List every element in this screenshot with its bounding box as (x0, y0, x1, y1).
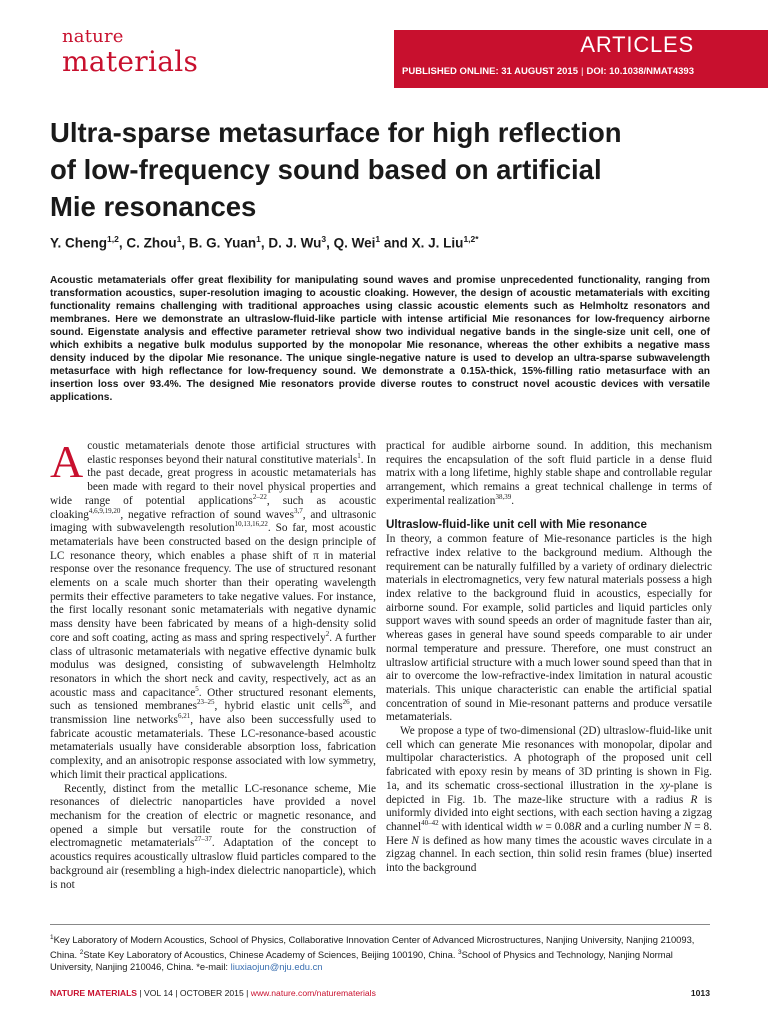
reference-superscript[interactable]: 3,7 (293, 506, 303, 515)
author-name[interactable]: D. J. Wu (268, 235, 322, 251)
text-run: . Adaptation of the concept to acoustics requires acoustically ultraslow fluid particles compared to the background air (resembling a high-index dielectric nanoparticle), which is not (50, 837, 376, 891)
text-run: , have also been successfully used to fabricate acoustic metamaterials. These LC-resonance-based acoustic metamaterials usually have considerable absorption loss, fabrication complexity, and an anisotropic response associated with low symmetry, which limit their practical applications. (50, 714, 377, 781)
author-name[interactable]: X. J. Liu (411, 235, 464, 251)
reference-superscript[interactable]: 5 (195, 684, 199, 693)
doi: DOI: 10.1038/NMAT4393 (586, 66, 694, 77)
reference-superscript[interactable]: 1 (50, 934, 54, 941)
italic-symbol: N (411, 834, 419, 847)
author-name[interactable]: B. G. Yuan (188, 235, 257, 251)
article-title (50, 114, 690, 225)
footnote-divider (50, 924, 710, 925)
text-run: = 8. Here (386, 820, 712, 847)
page-footer (50, 988, 710, 998)
text-run: is defined as how many times the acoustic waves circulate in a zigzag channel. In each section, thin solid resin frames (blue) inserted into the background (386, 834, 712, 875)
reference-superscript[interactable]: 23–25 (197, 698, 215, 707)
text-run: Recently, distinct from the metallic LC-resonance scheme, Mie resonances of dielectric nanoparticles have provided a novel mechanism for the creation of electric or magnetic resonance, and opened a simple but versatile route for the construction of electromagnetic metamaterials (50, 782, 376, 850)
section-label: ARTICLES (580, 32, 694, 57)
reference-superscript[interactable]: 2 (79, 948, 84, 956)
text-run: , such as acoustic cloaking (50, 494, 376, 521)
text-run: . So far, most acoustic metamaterials have been constructed based on the design principle of LC resonance theory, which enables a phase shift of π in material response over the resonance frequency. The use of structured resonant elements on a scale much shorter than their operating wavelength permits their effective parameters to take negative values. For instance, the first locally resonant sonic metamaterials with negative dynamic mass density have been fabricated by means of a high-density solid core and soft coating, acting as mass and spring respectively (50, 522, 377, 644)
logo-line-2: materials (62, 45, 199, 78)
text-run: is uniformly divided into eight sections, with each section having a zigzag channel (386, 793, 713, 833)
affiliation-marker: 1,2 (107, 234, 119, 244)
abstract: Acoustic metamaterials offer great flexibility for manipulating sound waves and promise unprecedented functionality, ranging from transformation acoustics, super-resolution imaging to acoustic cloaking. However, the design of acoustic metamaterials with exciting functionality remains challenging with traditional approaches using classic acoustic elements such as Helmholtz resonators and membranes. Here we demonstrate an ultraslow-fluid-like particle with intense artificial Mie resonances for low-frequency airborne sound. Eigenstate analysis and effective parameter retrieval show two individual negative bands in the single-size unit cell, one of which exhibits a negative bulk modulus supported by the monopolar Mie resonance, whereas the other exhibits a negative mass density induced by the dipolar Mie resonance. The unique single-negative nature is used to develop an ultra-sparse subwavelength metasurface with high reflectance for low-frequency sound. We demonstrate a 0.15λ-thick, 15%-filling ratio metasurface with an insertion loss over 93.4%. The designed Mie resonators provide diverse routes to construct novel acoustic devices with versatile applications. (50, 275, 710, 403)
affiliation-marker: 1 (176, 234, 182, 244)
author-separator: and (380, 235, 412, 251)
text-run: , hybrid elastic unit cells (214, 700, 343, 713)
logo-line-1: nature (62, 26, 124, 47)
journal-link[interactable]: www.nature.com/naturematerials (250, 988, 376, 998)
italic-symbol: R (574, 820, 582, 833)
author-separator: , (326, 235, 334, 251)
reference-superscript[interactable]: 27–37 (194, 835, 212, 844)
text-run: . Other structured resonant elements, such as tensioned membranes (50, 686, 376, 713)
reference-superscript[interactable]: 1 (357, 451, 361, 460)
italic-symbol: xy (659, 779, 671, 792)
reference-superscript[interactable]: 2–22 (252, 493, 267, 502)
reference-superscript[interactable]: 4,6,9,19,20 (88, 506, 121, 515)
author-separator: , (260, 235, 269, 251)
body-column-right (386, 440, 712, 876)
email-link[interactable]: liuxiaojun@nju.edu.cn (230, 961, 323, 973)
reference-superscript[interactable]: 2 (325, 630, 330, 639)
text-run: = 0.08 (542, 820, 575, 833)
italic-symbol: w (534, 820, 543, 833)
footer-volume: | VOL 14 | OCTOBER 2015 | (137, 988, 251, 998)
published-date: PUBLISHED ONLINE: 31 AUGUST 2015 (402, 66, 578, 77)
reference-superscript[interactable]: 38,39 (495, 493, 512, 502)
paragraph (50, 783, 376, 893)
text-run: and a curling number (581, 820, 684, 833)
text-run: School of Physics and Technology, Nanjing Normal University, Nanjing 210046, China. *e-mail: (50, 948, 673, 973)
reference-superscript[interactable]: 26 (342, 698, 350, 707)
author-name[interactable]: C. Zhou (126, 235, 177, 251)
affiliation-marker: 1,2* (463, 234, 479, 244)
paragraph (386, 725, 712, 876)
affiliation-marker: 1 (256, 234, 261, 244)
author-name[interactable]: Q. Wei (333, 235, 376, 251)
page-number: 1013 (690, 988, 710, 998)
text-run: We propose a type of two-dimensional (2D) ultraslow-fluid-like unit cell which can generate Mie resonances with monopolar, dipolar and multipolar characteristics. A photograph of the proposed unit cell fabricated with epoxy resin by means of 3D printing is shown in Fig. 1a, and its schematic cross-sectional illustration in the (386, 725, 712, 792)
journal-logo (62, 28, 198, 76)
author-list (50, 234, 690, 251)
text-run: , and ultrasonic imaging with subwavelength resolution (50, 508, 376, 535)
reference-superscript[interactable]: 10,13,16,22 (234, 520, 268, 529)
text-run: State Key Laboratory of Acoustics, Chinese Academy of Sciences, Beijing 100190, China. (83, 948, 459, 960)
affiliation-marker: 1 (375, 234, 381, 244)
footer-journal: NATURE MATERIALS (50, 988, 138, 998)
text-run: coustic metamaterials denote those artificial structures with elastic responses beyond their natural constitutive materials (87, 440, 376, 466)
text-run: , negative refraction of sound waves (120, 508, 294, 521)
paragraph (386, 533, 712, 725)
title-line: Mie resonances (50, 191, 257, 222)
text-run: with identical width (438, 820, 535, 833)
drop-cap: A (50, 436, 84, 487)
text-run: . (511, 494, 515, 507)
italic-symbol: R (690, 793, 698, 806)
reference-superscript[interactable]: 40–42 (421, 819, 439, 828)
publication-info (402, 66, 694, 77)
section-heading: Ultraslow-fluid-like unit cell with Mie resonance (386, 517, 647, 531)
affiliation-marker: 3 (321, 234, 327, 244)
separator: | (580, 66, 584, 77)
paragraph (386, 440, 712, 509)
reference-superscript[interactable]: 3 (458, 948, 462, 956)
author-separator: , (118, 235, 127, 251)
title-line: of low-frequency sound based on artificial (50, 154, 602, 185)
italic-symbol: N (683, 820, 692, 833)
text-run: . In the past decade, great progress in acoustic metamaterials has been made with regard to their novel physical properties and wide range of potential applications (50, 453, 376, 507)
title-line: Ultra-sparse metasurface for high reflection (50, 117, 622, 148)
paragraph (50, 436, 377, 783)
text-run: . A further class of ultrasonic metamaterials with negative effective dynamic bulk modulus was designed, consisting of subwavelength Helmholtz resonators in which the short neck and cavity, respectively, act as an acoustic mass and capacitance (50, 631, 376, 699)
text-run: In theory, a common feature of Mie-resonance particles is the high refractive index relative to the background medium. Although the requirement can be naturally fulfilled by a variety of ordinary dielectric materials in electromagnetics, very few natural materials possess a high index relative to the background fluid in acoustics, especially for airborne sound. For example, solid particles and liquid particles only support waves with sound speeds an order of magnitude faster than air, whereas gases in general have sound speeds comparable to air under normal temperature and pressure. Therefore, one must construct an ultraslow artificial structure with a much lower sound speed than that in air to overcome the low-refractive-index limitation in natural acoustic materials. This unique characteristic can enable the artificial spatial concentration of sound in Mie-resonant patterns and produce versatile metamaterials. (386, 533, 712, 724)
reference-superscript[interactable]: 6,21 (177, 712, 191, 721)
body-column-left (50, 436, 377, 892)
text-run: , and transmission line networks (50, 700, 376, 727)
text-run: practical for audible airborne sound. In addition, this mechanism requires the encapsulation of the soft fluid particle in a dense fluid matrix with a long lifetime, highly stable shape and controllable regular arrangement, which remains a great technical challenge in terms of experimental realization (386, 440, 712, 507)
section-banner (394, 30, 768, 88)
author-name[interactable]: Y. Cheng (50, 235, 108, 251)
text-run: -plane is depicted in Fig. 1b. The maze-like structure with a radius (386, 779, 712, 806)
paragraph-text (50, 436, 377, 781)
affiliations (50, 932, 710, 974)
text-run: Key Laboratory of Modern Acoustics, School of Physics, Collaborative Innovation Center of Advanced Microstructures, Nanjing University, Nanjing 210093, China. (50, 934, 695, 960)
author-separator: , (181, 235, 189, 251)
